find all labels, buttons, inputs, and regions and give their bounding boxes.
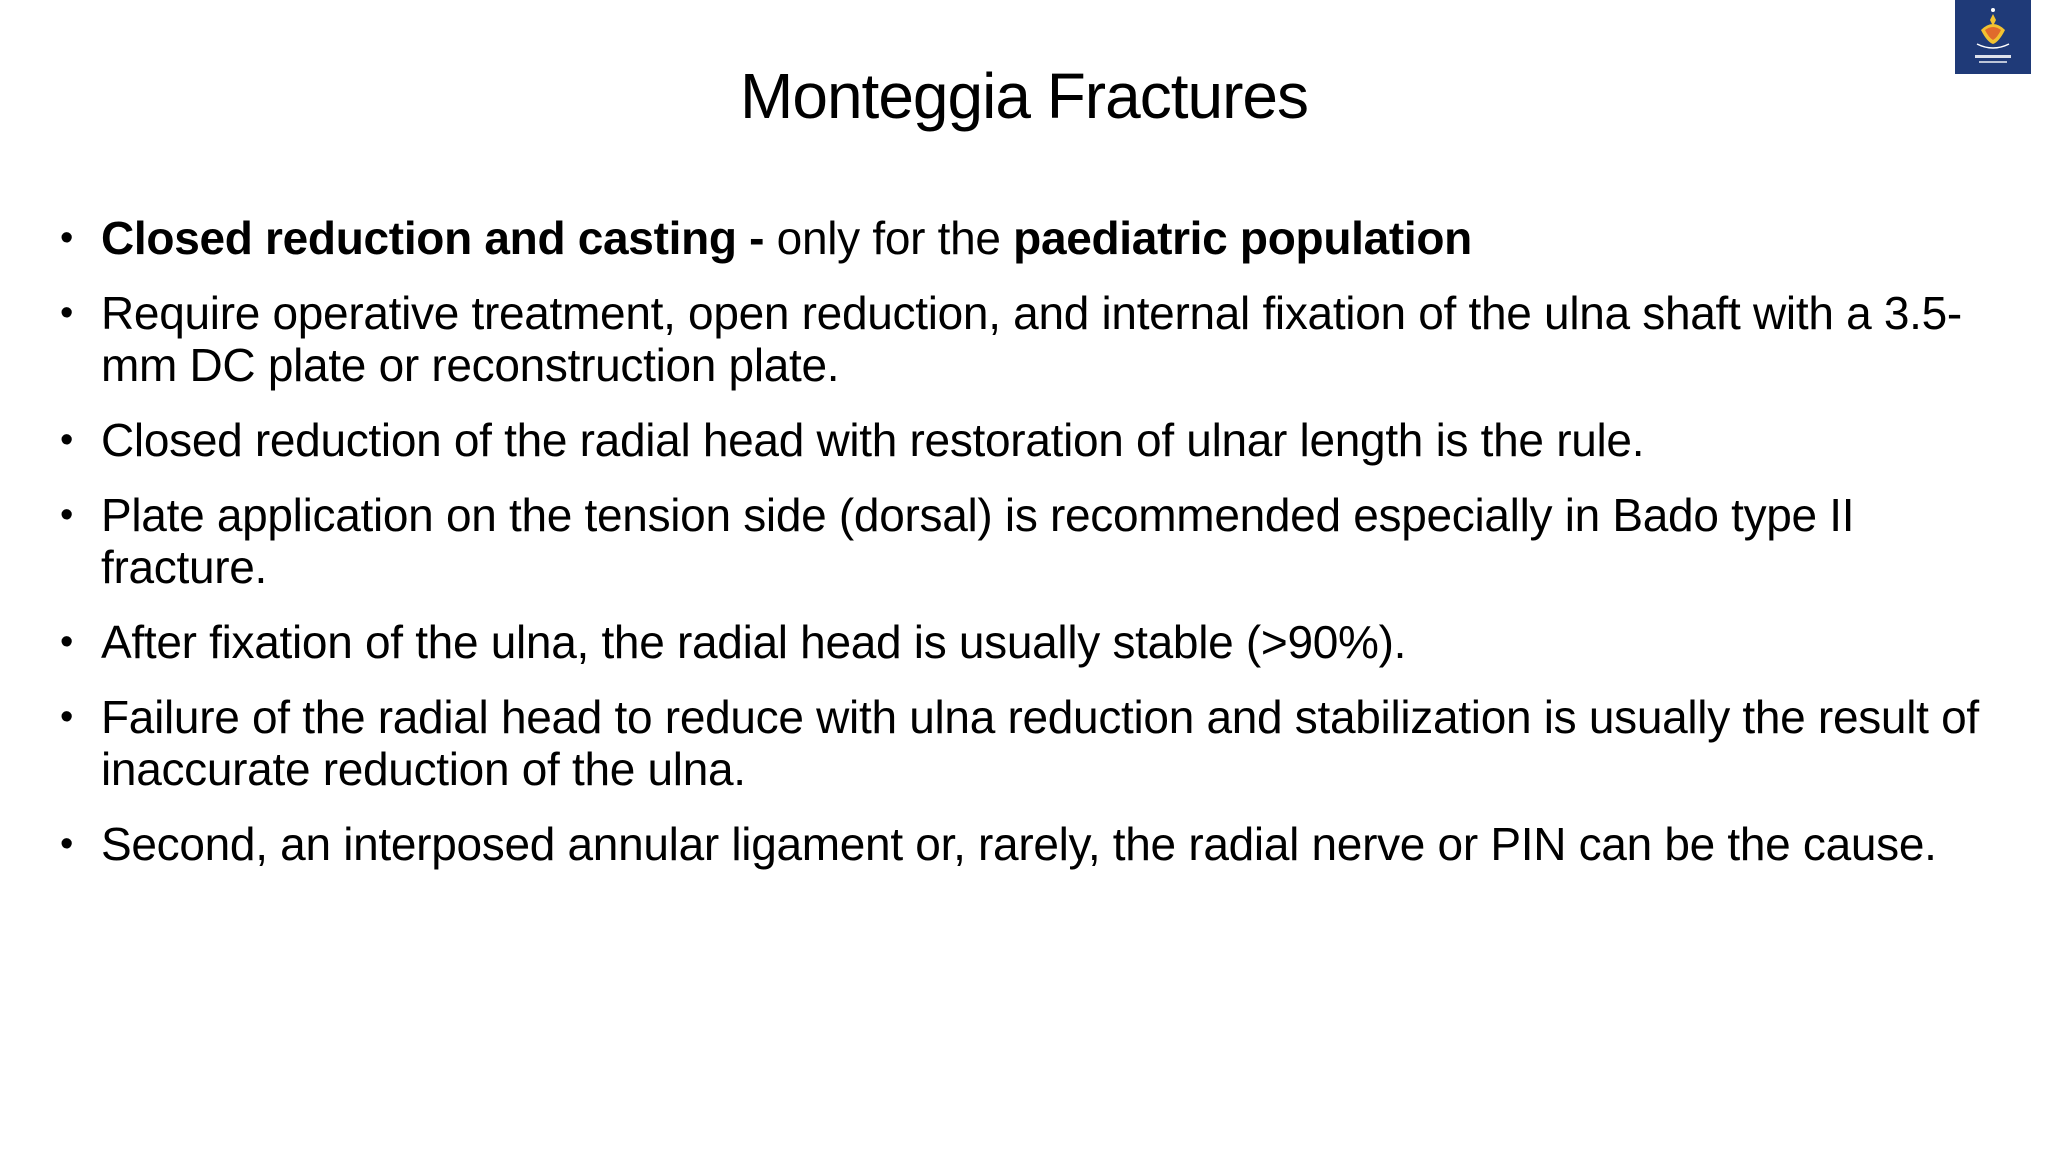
bullet-list [58,212,2008,893]
bullet-marker: • [60,621,74,663]
bullet-item [58,616,2008,668]
bullet-item [58,818,2008,870]
slide-title: Monteggia Fractures [740,60,1308,132]
bullet-text: Require operative treatment, open reduction, and internal fixation of the ulna shaft with a 3.5-mm DC plate or reconstruction plate. [101,287,1962,391]
bullet-marker: • [60,217,74,259]
bullet-text: After fixation of the ulna, the radial head is usually stable (>90%). [101,616,1407,668]
bullet-item [58,489,2008,593]
bullet-text: Plate application on the tension side (dorsal) is recommended especially in Bado type II fracture. [101,489,1855,593]
bullet-bold-lead: Closed reduction and casting - [101,212,777,264]
bullet-item [58,414,2008,466]
bullet-marker: • [60,494,74,536]
bullet-text: Closed reduction of the radial head with restoration of ulnar length is the rule. [101,414,1645,466]
bullet-item [58,212,2008,264]
bullet-text: Failure of the radial head to reduce with ulna reduction and stabilization is usually the result of inaccurate reduction of the ulna. [101,691,1979,795]
bullet-marker: • [60,696,74,738]
bullet-text: Second, an interposed annular ligament or, rarely, the radial nerve or PIN can be the cause. [101,818,1937,870]
bullet-bold-tail: paediatric population [1013,212,1472,264]
bullet-item [58,287,2008,391]
bullet-item [58,691,2008,795]
bullet-marker: • [60,823,74,865]
bullet-marker: • [60,292,74,334]
bullet-text: only for the [776,212,1014,264]
bullet-marker: • [60,419,74,461]
